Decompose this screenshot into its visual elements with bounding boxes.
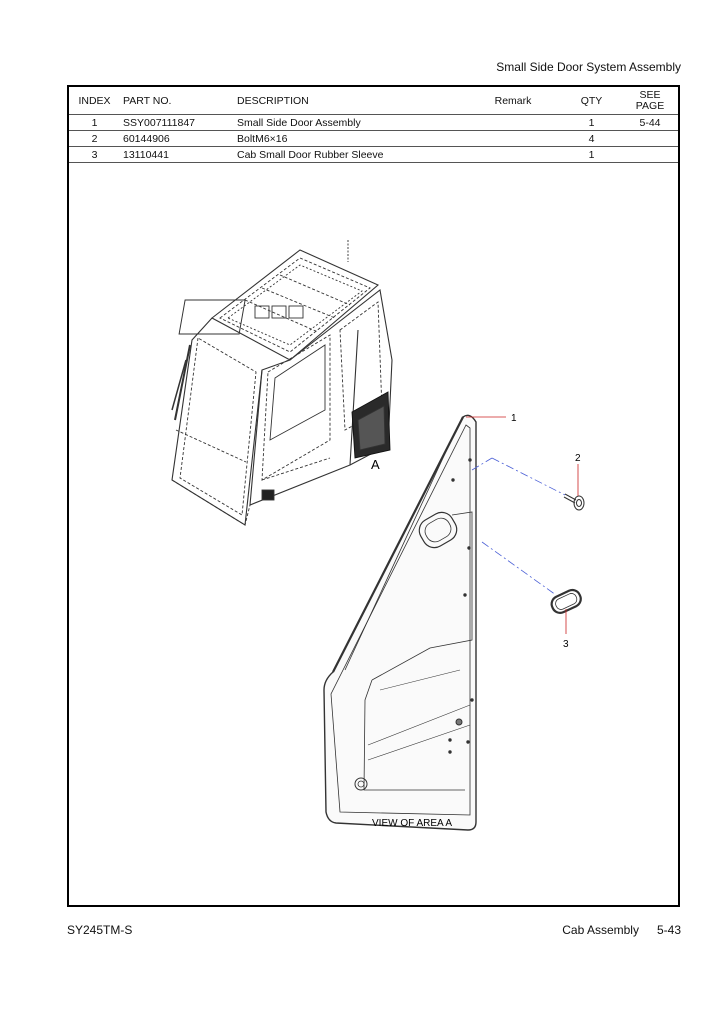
col-qty: QTY: [561, 87, 622, 115]
cell-part-no: SSY007111847: [120, 115, 234, 131]
footer-page-number: 5-43: [656, 923, 681, 937]
cell-part-no: 13110441: [120, 147, 234, 163]
cell-index: 3: [69, 147, 120, 163]
callout-2: 2: [575, 453, 581, 464]
cell-see-page: 5-44: [622, 115, 678, 131]
col-see-page-line1: SEE: [639, 88, 661, 101]
footer-section-page: [562, 923, 681, 937]
footer-section: Cab Assembly: [562, 923, 639, 937]
area-a-label: A: [371, 457, 380, 472]
cell-description: Cab Small Door Rubber Sleeve: [234, 147, 465, 163]
col-see-page-line2: PAGE: [635, 99, 665, 112]
col-index: INDEX: [69, 87, 120, 115]
col-remark: Remark: [465, 87, 561, 115]
cell-qty: 1: [561, 115, 622, 131]
cell-description: Small Side Door Assembly: [234, 115, 465, 131]
callout-1: 1: [511, 413, 517, 424]
col-description: DESCRIPTION: [234, 87, 465, 115]
cell-description: BoltM6×16: [234, 131, 465, 147]
view-caption: VIEW OF AREA A: [372, 818, 453, 829]
cell-index: 1: [69, 115, 120, 131]
leader-lines: [466, 417, 578, 634]
callout-3: 3: [563, 639, 569, 650]
assembly-lines: [472, 458, 565, 595]
cell-index: 2: [69, 131, 120, 147]
small-door-panel-illustration: [324, 415, 476, 830]
cell-part-no: 60144906: [120, 131, 234, 147]
cell-qty: 4: [561, 131, 622, 147]
col-part-no: PART NO.: [120, 87, 234, 115]
footer-model: SY245TM-S: [67, 923, 133, 937]
page-header-title: Small Side Door System Assembly: [496, 60, 681, 74]
bolt-m6-illustration: [564, 494, 584, 510]
cell-qty: 1: [561, 147, 622, 163]
cab-isometric-illustration: [172, 240, 392, 525]
